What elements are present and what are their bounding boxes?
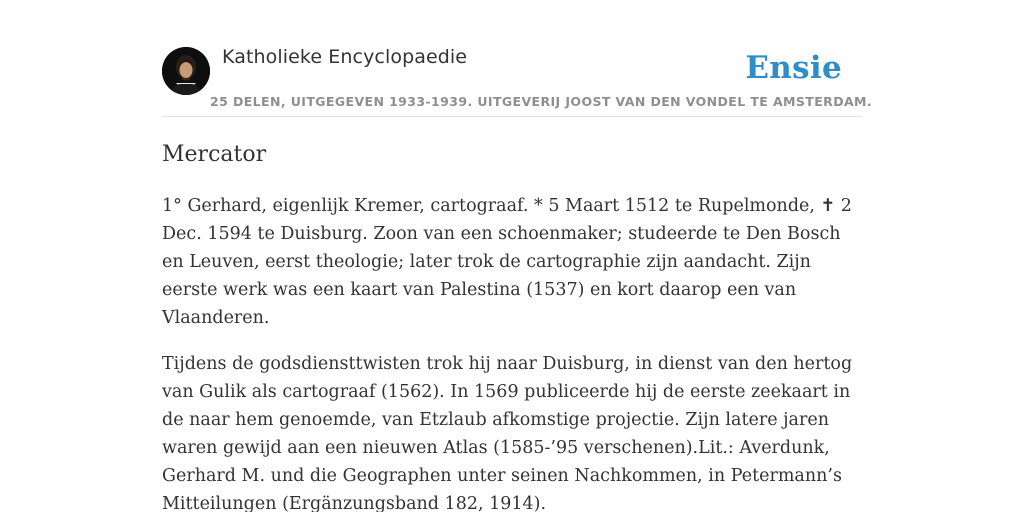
article-title: Mercator [162,142,267,167]
article-paragraph: 1° Gerhard, eigenlijk Kremer, cartograaf. * 5 Maart 1512 te Rupelmonde, ✝ 2 Dec. 1594 te Duisburg. Zoon van een schoenmaker; studeerde te Den Bosch en Leuven, eerst theologie; later trok de cartographie zijn aandacht. Zijn eerste werk was een kaart van Palestina (1537) en kort daarop een van Vlaanderen. [162,196,852,328]
article-paragraph: Tijdens de godsdiensttwisten trok hij naar Duisburg, in dienst van den hertog van Gulik als cartograaf (1562). In 1569 publiceerde hij de eerste zeekaart in de naar hem genoemde, van Etzlaub afkomstige projectie. Zijn latere jaren waren gewijd aan een nieuwen Atlas (1585-’95 verschenen).Lit.: Averdunk, Gerhard M. und die Geographen unter seinen Nachkommen, in Petermann’s Mitteilungen (Ergänzungsband 182, 1914). [162,354,853,512]
article [162,138,864,512]
source-subtitle: 25 DELEN, UITGEGEVEN 1933-1939. UITGEVERIJ JOOST VAN DEN VONDEL TE AMSTERDAM. [210,94,873,109]
source-title[interactable]: Katholieke Encyclopaedie [222,46,468,68]
page-header [162,44,873,117]
portrait-icon [162,47,210,95]
source-avatar[interactable] [162,47,210,95]
brand-logo[interactable]: Ensie [745,50,842,86]
